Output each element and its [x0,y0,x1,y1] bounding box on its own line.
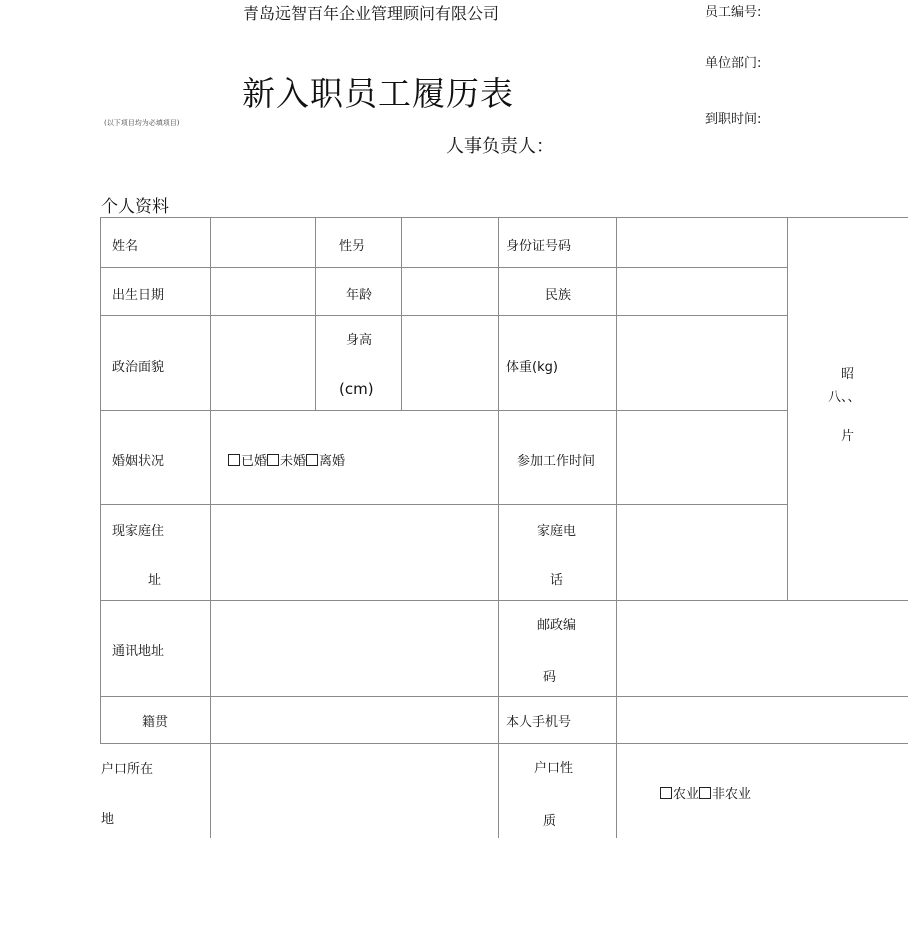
label-home-phone-2: 话 [550,573,564,588]
label-political-status: 政治面貌 [112,360,165,375]
label-home-phone-1: 家庭电 [537,524,577,539]
option-divorced: 离婚 [319,454,346,469]
label-hukou-type-2: 质 [543,814,557,829]
checkbox-non-agricultural[interactable] [699,787,711,799]
hukou-type-options [660,783,751,802]
checkbox-single[interactable] [267,454,279,466]
label-marital-status: 婚姻状况 [112,454,165,469]
photo-label-1: 昭 [841,367,855,382]
label-hukou-location-1: 户口所在 [101,762,154,777]
option-single: 未婚 [280,454,307,469]
label-address-1: 现家庭住 [112,524,165,539]
employee-no-label: 员工编号: [705,5,762,20]
label-mailing-address: 通讯地址 [112,644,165,659]
marital-options [228,450,345,469]
option-married: 已婚 [241,454,268,469]
checkbox-divorced[interactable] [306,454,318,466]
label-native-place: 籍贯 [142,715,169,730]
form-title: 新入职员工履历表 [242,74,514,113]
company-name: 青岛远智百年企业管理顾问有限公司 [243,4,500,23]
label-mobile: 本人手机号 [506,715,572,730]
hr-responsible-label: 人事负责人： [446,136,554,157]
required-note: (以下项目均为必填项目) [104,119,180,127]
label-id-number: 身份证号码 [506,239,572,254]
checkbox-agricultural[interactable] [660,787,672,799]
label-name: 姓名 [112,239,139,254]
department-label: 单位部门: [705,56,762,71]
label-hukou-type-1: 户口性 [534,761,574,776]
option-non-agricultural: 非农业 [712,787,752,802]
label-weight: 体重(kg) [506,360,558,375]
label-birth-date: 出生日期 [112,288,165,303]
label-height: 身高 [346,333,373,348]
label-postal-code-1: 邮政编 [537,618,577,633]
option-agricultural: 农业 [673,787,700,802]
section-title-personal-info: 个人资料 [101,197,169,217]
label-hukou-location-2: 地 [101,812,115,827]
label-work-start: 参加工作时间 [517,454,596,469]
label-age: 年龄 [346,288,373,303]
label-postal-code-2: 码 [543,670,557,685]
label-gender: 性另 [339,239,366,254]
start-date-label: 到职时间: [705,112,762,127]
label-height-unit: (cm) [339,380,374,398]
label-ethnicity: 民族 [545,288,572,303]
checkbox-married[interactable] [228,454,240,466]
photo-label-3: 片 [841,429,855,444]
photo-label-2: 八、、 [828,390,861,405]
label-address-2: 址 [148,573,162,588]
